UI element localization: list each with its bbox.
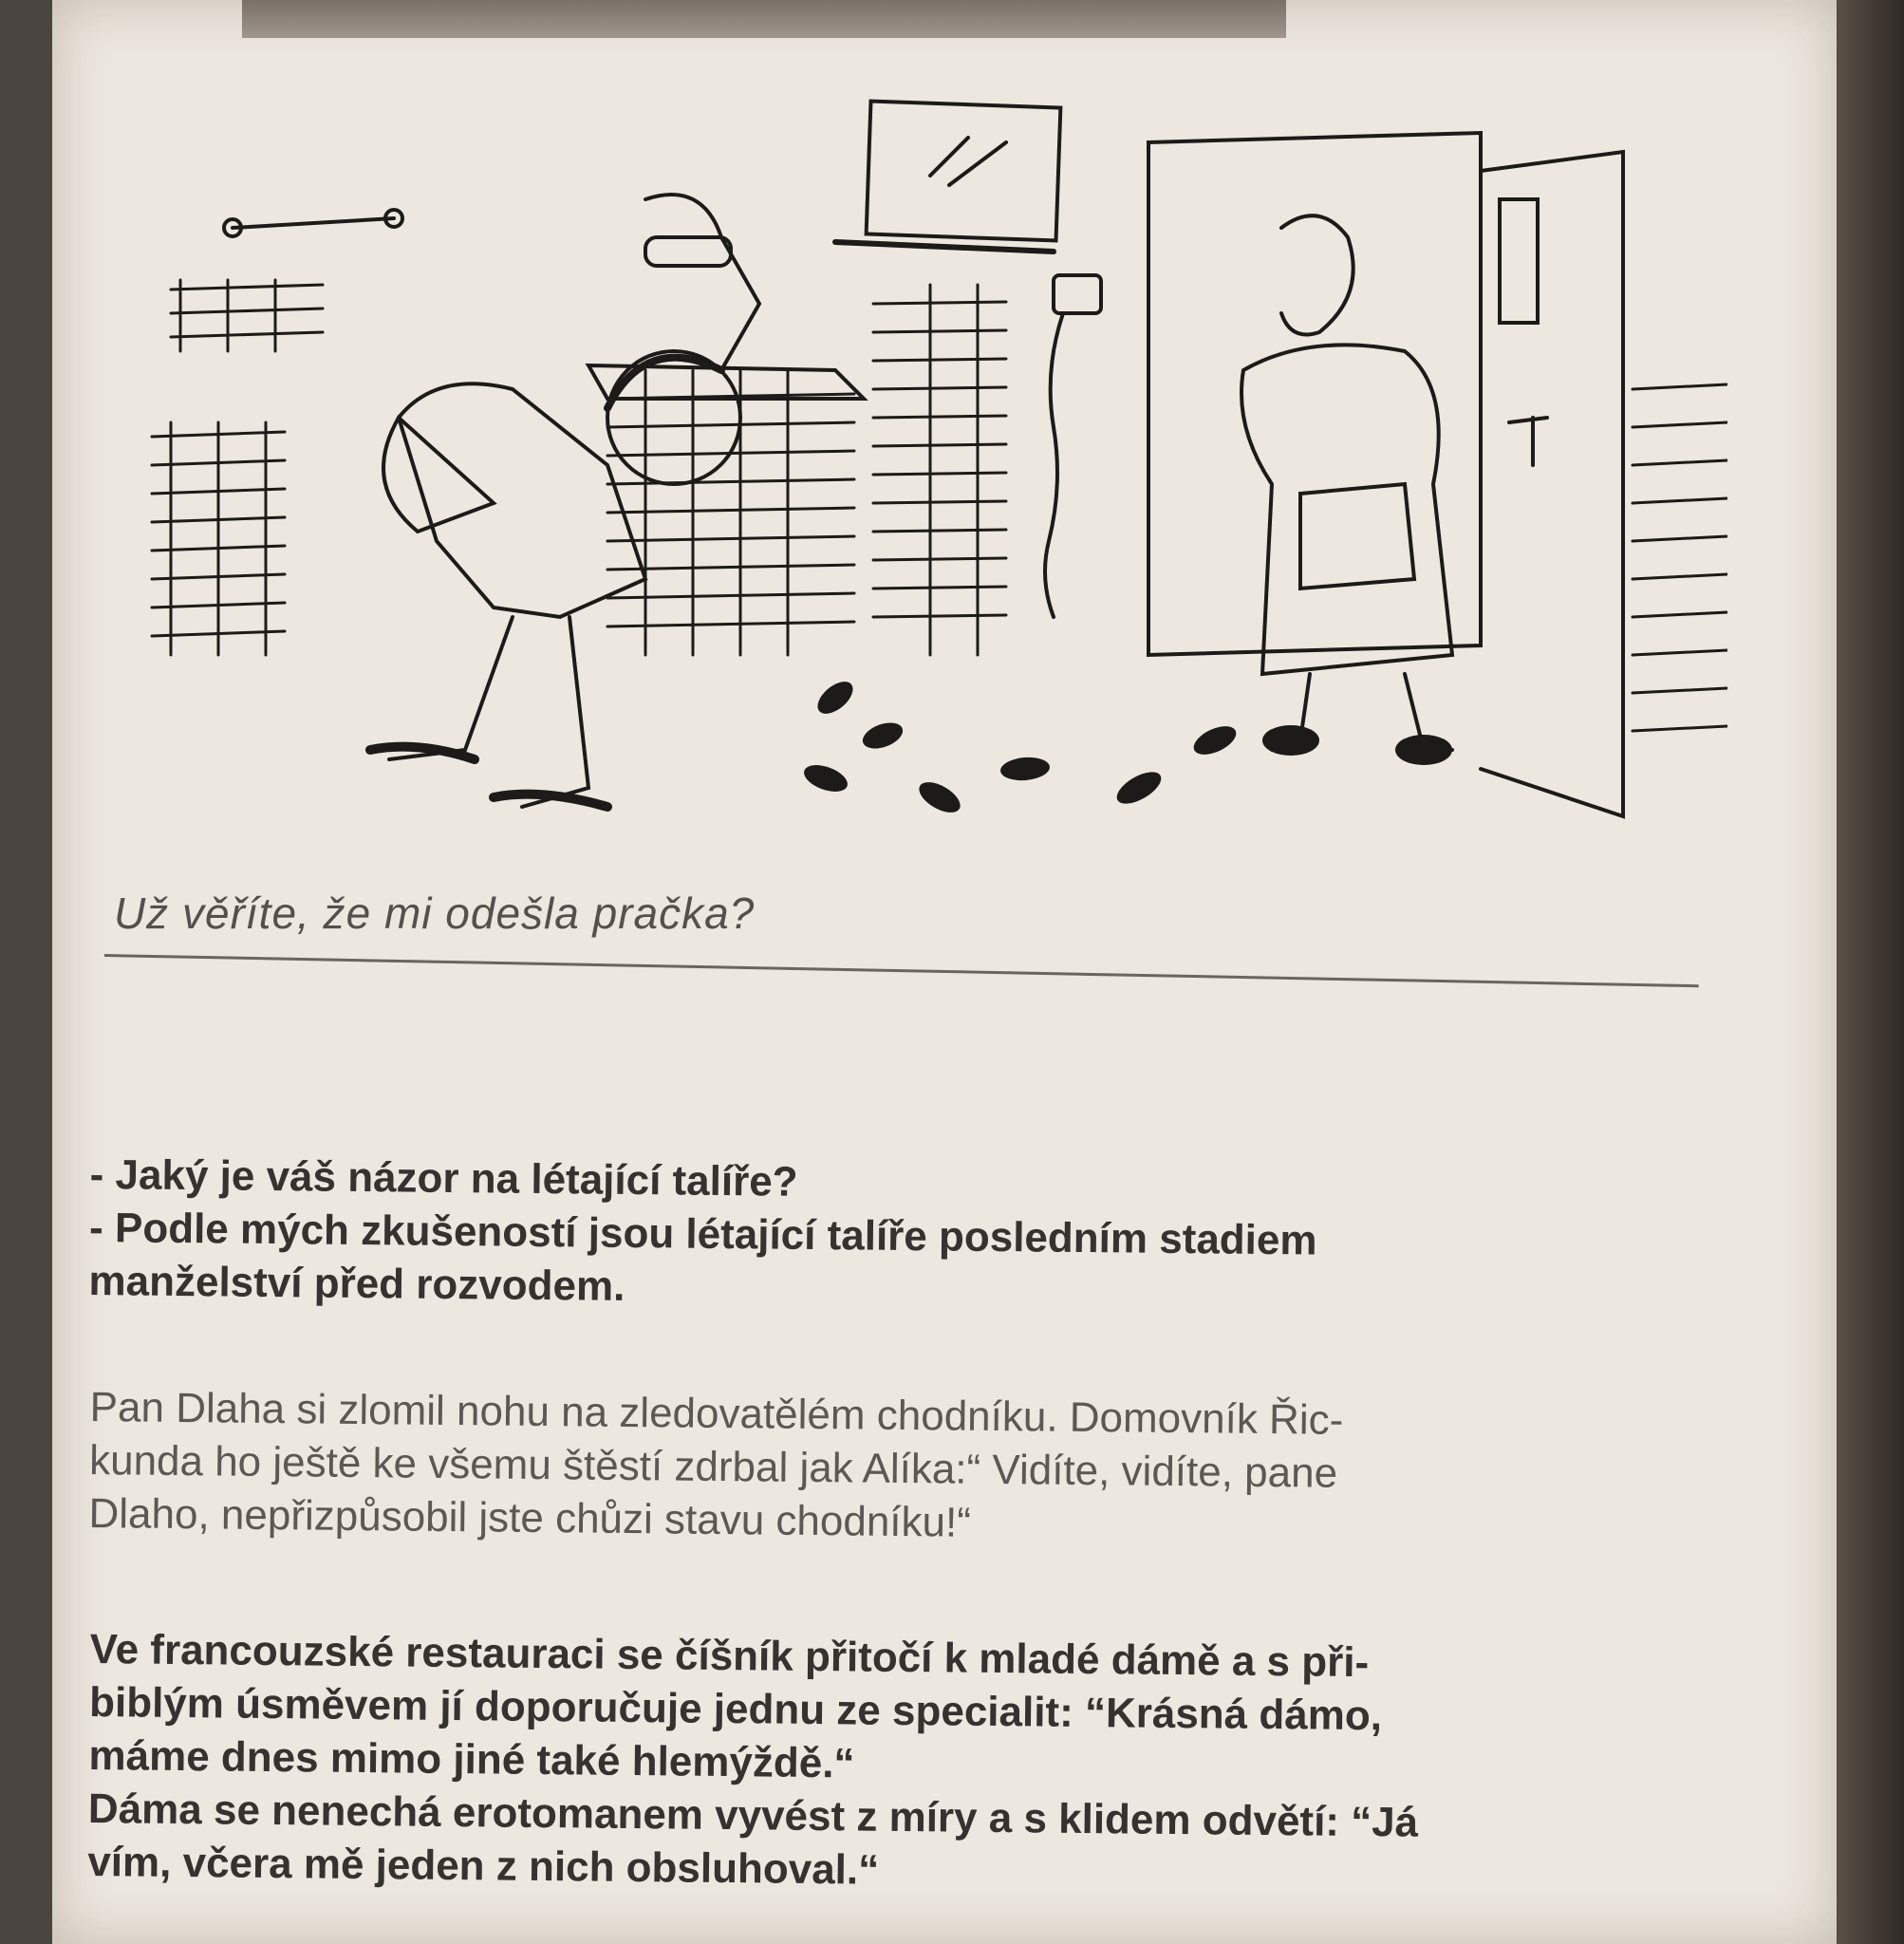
joke-line: máme dnes mimo jiné také hlemýždě.“ bbox=[88, 1731, 855, 1787]
joke-line: biblým úsměvem jí doporučuje jednu ze specialit: “Krásná dámo, bbox=[88, 1678, 1383, 1740]
joke-line: Ve francouzské restauraci se číšník přitočí k mladé dámě a s při- bbox=[89, 1625, 1370, 1687]
joke-line: - Podle mých zkušeností jsou létající talíře posledním stadiem bbox=[88, 1204, 1317, 1264]
joke-line: Pan Dlaha si zlomil nohu na zledovatělém chodníku. Domovník Řic- bbox=[89, 1383, 1344, 1444]
joke-line: manželství před rozvodem. bbox=[88, 1257, 625, 1310]
cartoon-caption: Už věříte, že mi odešla pračka? bbox=[114, 888, 756, 938]
joke-pan-dlaha bbox=[88, 1381, 1732, 1558]
joke-line: Dáma se nenechá erotomanem vyvést z míry a s klidem odvětí: “Já bbox=[87, 1785, 1419, 1846]
joke-line: vím, včera mě jeden z nich obsluhoval.“ bbox=[87, 1838, 880, 1894]
cartoon-illustration bbox=[114, 85, 1727, 902]
joke-line: kunda ho ještě ke všemu štěstí zdrbal jak Alíka:“ Vidíte, vidíte, pane bbox=[88, 1436, 1338, 1497]
joke-flying-saucers bbox=[88, 1149, 1732, 1325]
book-spine-edge bbox=[1838, 0, 1904, 1944]
joke-line: Dlaho, nepřizpůsobil jste chůzi stavu chodníku!“ bbox=[88, 1489, 972, 1546]
page-top-binding bbox=[242, 0, 1286, 38]
joke-french-restaurant bbox=[87, 1623, 1732, 1906]
joke-line: - Jaký je váš názor na létající talíře? bbox=[89, 1150, 798, 1206]
